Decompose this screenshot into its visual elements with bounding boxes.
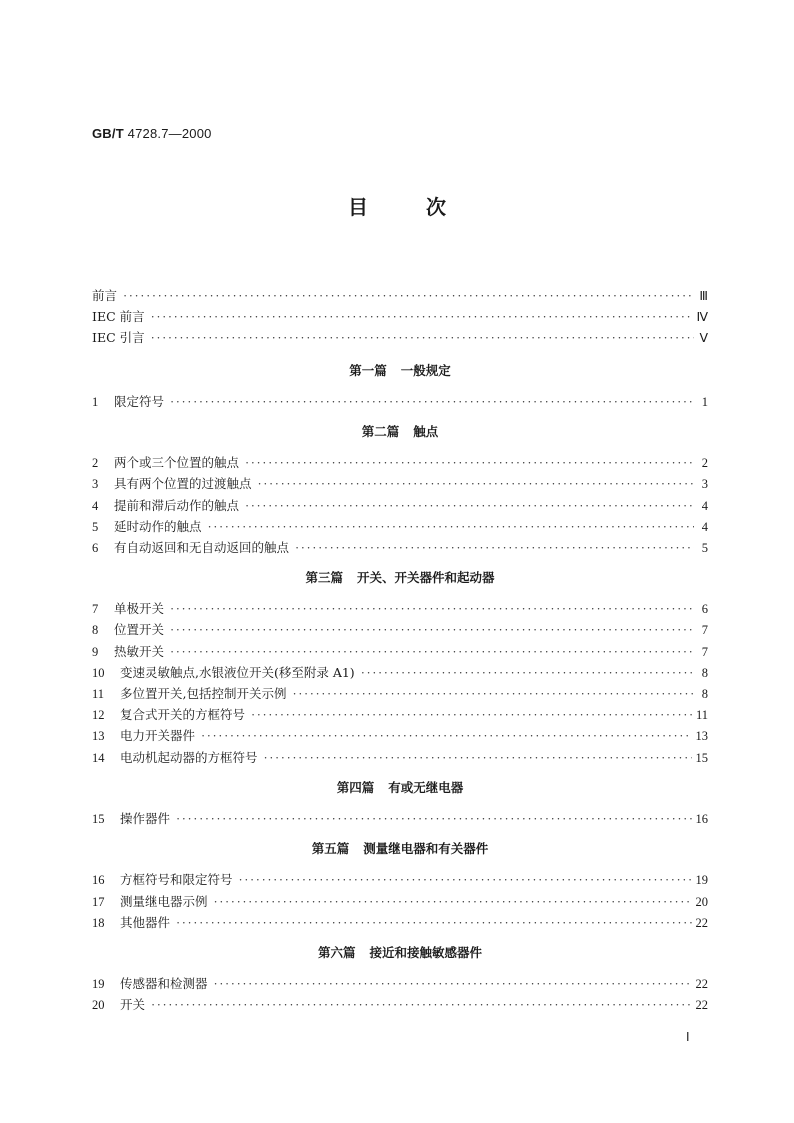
leader-dots	[201, 726, 691, 747]
toc-entry[interactable]	[92, 598, 708, 619]
toc-entry-label: 操作器件	[120, 810, 171, 826]
toc-entry-label: 限定符号	[114, 393, 165, 409]
toc-entry-number: 13	[92, 729, 105, 744]
toc-entry-label: 电动机起动器的方框符号	[120, 749, 258, 765]
part-number: 第二篇	[361, 423, 400, 439]
toc-entry-number: 15	[92, 811, 105, 826]
toc-entry-number: 17	[92, 894, 105, 909]
toc-entry[interactable]	[92, 619, 708, 640]
part-heading-3	[92, 567, 708, 588]
toc-entry[interactable]	[92, 704, 708, 725]
toc-entry-label: 其他器件	[120, 914, 171, 930]
toc-entry-iec-foreword[interactable]	[92, 306, 708, 327]
leader-dots	[208, 517, 694, 538]
toc-entry-label: 具有两个位置的过渡触点	[114, 476, 252, 492]
part-number: 第一篇	[349, 362, 387, 378]
toc-entry-page: 5	[701, 540, 708, 555]
toc-entry-label: 电力开关器件	[120, 728, 196, 744]
part-title: 测量继电器和有关器件	[363, 841, 489, 857]
toc-entry-page: Ⅴ	[699, 331, 708, 346]
toc-entry[interactable]	[92, 452, 708, 473]
toc-entry[interactable]	[92, 973, 708, 994]
leader-dots	[214, 974, 692, 995]
toc-entry-page: 11	[695, 708, 708, 723]
toc-entry-number: 9	[92, 644, 99, 659]
leader-dots	[170, 599, 694, 620]
toc-entry-number: 14	[92, 750, 105, 765]
part-title: 接近和接触敏感器件	[369, 944, 483, 960]
toc-entry-number: 5	[92, 519, 99, 534]
toc-entry-label: 传感器和检测器	[120, 976, 208, 992]
standard-prefix: GB/T	[92, 126, 124, 141]
toc-entry-page: 22	[695, 977, 708, 992]
toc-entry-page: 2	[701, 456, 708, 471]
toc-entry-page: 7	[701, 644, 708, 659]
toc-entry-page: Ⅲ	[699, 289, 708, 303]
toc-entry-label: 开关	[120, 997, 146, 1013]
part-heading-4	[92, 777, 708, 798]
toc-entry-label: 两个或三个位置的触点	[114, 455, 240, 471]
toc-entry-page: 8	[701, 665, 708, 680]
toc-entry-page: 19	[695, 873, 708, 888]
leader-dots	[176, 809, 691, 830]
toc-entry-label: 热敏开关	[114, 643, 165, 659]
toc-entry-page: 22	[695, 915, 708, 930]
leader-dots	[239, 870, 692, 891]
part-title: 触点	[413, 423, 439, 439]
part-heading-2	[92, 421, 708, 442]
toc-entry[interactable]	[92, 891, 708, 912]
toc-entry-page: 1	[701, 394, 708, 409]
leader-dots	[295, 538, 694, 559]
toc-entry-page: 16	[695, 811, 708, 826]
toc-entry-page: 22	[695, 998, 708, 1013]
toc-entry-number: 10	[92, 665, 105, 680]
toc-entry-number: 4	[92, 498, 99, 513]
toc-entry[interactable]	[92, 662, 708, 683]
leader-dots	[170, 620, 694, 641]
leader-dots	[245, 496, 694, 517]
part-title: 一般规定	[400, 362, 451, 378]
toc-entry-label: 方框符号和限定符号	[120, 872, 233, 888]
toc-entry-page: Ⅳ	[696, 310, 708, 325]
toc-entry-label: 延时动作的触点	[114, 518, 202, 534]
toc-entry[interactable]	[92, 994, 708, 1015]
toc-entry-number: 20	[92, 998, 105, 1013]
part-title: 有或无继电器	[388, 779, 464, 795]
toc-entry[interactable]	[92, 683, 708, 704]
toc-entry-page: 15	[695, 750, 708, 765]
toc-entry[interactable]	[92, 808, 708, 829]
leader-dots	[151, 995, 691, 1016]
part-number: 第三篇	[305, 570, 343, 586]
toc-entry-label: 单极开关	[114, 601, 165, 617]
toc-entry-page: 6	[701, 602, 708, 617]
toc-entry-page: 3	[701, 477, 708, 492]
leader-dots	[123, 286, 694, 307]
leader-dots	[151, 328, 694, 349]
toc-entry[interactable]	[92, 537, 708, 558]
toc-entry-number: 11	[92, 687, 105, 701]
toc-entry-label: 提前和滞后动作的触点	[114, 497, 240, 513]
leader-dots	[214, 892, 692, 913]
toc-entry-number: 18	[92, 915, 105, 930]
leader-dots	[264, 748, 692, 769]
table-of-contents	[92, 285, 708, 1015]
page-number: Ⅰ	[686, 1030, 690, 1044]
leader-dots	[292, 684, 694, 705]
toc-entry-label: IEC 前言	[92, 309, 145, 325]
standard-code: 4728.7—2000	[127, 126, 212, 141]
part-number: 第五篇	[311, 841, 350, 857]
toc-entry-number: 12	[92, 708, 105, 723]
toc-entry[interactable]	[92, 473, 708, 494]
page-title	[0, 191, 794, 220]
standard-number	[92, 126, 212, 141]
toc-entry-label: IEC 引言	[92, 330, 145, 346]
toc-entry[interactable]	[92, 912, 708, 933]
leader-dots	[151, 307, 693, 328]
toc-entry[interactable]	[92, 869, 708, 890]
leader-dots	[170, 392, 694, 413]
toc-entry-label: 测量继电器示例	[120, 893, 208, 909]
toc-entry[interactable]	[92, 641, 708, 662]
toc-entry-page: 20	[695, 894, 708, 909]
toc-entry-number: 16	[92, 873, 105, 888]
toc-entry-number: 1	[92, 394, 99, 409]
title-char-2: 次	[426, 195, 446, 219]
toc-entry-page: 4	[701, 519, 708, 534]
toc-entry-number: 8	[92, 623, 99, 638]
toc-entry-page: 4	[701, 498, 708, 513]
toc-entry[interactable]	[92, 516, 708, 537]
toc-entry-label: 前言	[92, 288, 118, 303]
toc-entry-number: 3	[92, 477, 99, 492]
toc-entry-number: 19	[92, 977, 105, 992]
toc-entry-label: 多位置开关,包括控制开关示例	[120, 686, 287, 701]
leader-dots	[170, 642, 694, 663]
toc-entry-page: 8	[701, 687, 708, 701]
toc-entry[interactable]	[92, 747, 708, 768]
toc-entry[interactable]	[92, 495, 708, 516]
toc-entry-number: 2	[92, 456, 99, 471]
leader-dots	[251, 705, 692, 726]
part-number: 第四篇	[336, 779, 375, 795]
toc-entry-iec-introduction[interactable]	[92, 327, 708, 348]
part-heading-5	[92, 838, 708, 859]
toc-entry-number: 7	[92, 602, 99, 617]
toc-entry[interactable]	[92, 391, 708, 412]
leader-dots	[361, 663, 694, 684]
toc-entry-label: 复合式开关的方框符号	[120, 707, 246, 723]
toc-entry-foreword[interactable]	[92, 285, 708, 306]
leader-dots	[258, 474, 694, 495]
toc-entry-label: 变速灵敏触点,水银液位开关(移至附录 A1)	[120, 664, 355, 680]
part-title: 开关、开关器件和起动器	[357, 570, 495, 586]
part-heading-6	[92, 942, 708, 963]
part-number: 第六篇	[317, 944, 356, 960]
title-char-1: 目	[348, 195, 368, 219]
leader-dots	[176, 913, 691, 934]
toc-entry-page: 7	[701, 623, 708, 638]
toc-entry-page: 13	[695, 729, 708, 744]
toc-entry-number: 6	[92, 540, 99, 555]
toc-entry-label: 位置开关	[114, 622, 165, 638]
toc-entry-label: 有自动返回和无自动返回的触点	[114, 539, 290, 555]
part-heading-1	[92, 360, 708, 381]
leader-dots	[245, 453, 694, 474]
toc-entry[interactable]	[92, 725, 708, 746]
